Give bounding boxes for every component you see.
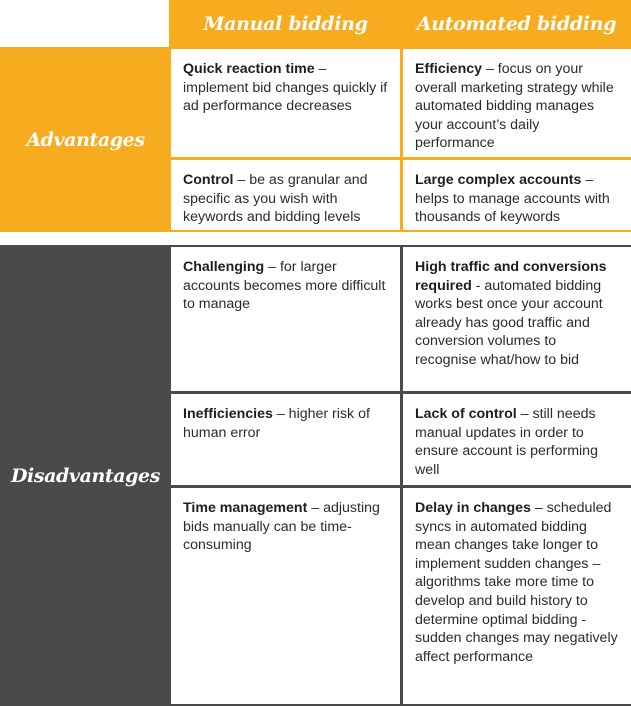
cell-high-traffic-conversions [403,247,631,391]
cell-title: Challenging [183,259,265,275]
cell-time-management [171,488,400,704]
cell-title: High traffic and conversions required [415,259,607,294]
cell-title: Lack of control [415,406,517,422]
cell-text: – scheduled syncs in automated bidding mean changes take longer to implement sudden changes – algorithms take more time to develop and build history to determine optimal bidding - sudden changes may negatively affect performance [415,500,618,665]
cell-text: – implement bid changes quickly if ad performance decreases [183,61,388,115]
disadvantages-label: Disadvantages [10,464,161,487]
cell-title: Delay in changes [415,500,531,516]
cell-title: Inefficiencies [183,406,273,422]
cell-lack-of-control [403,394,631,485]
cell-text: – for larger accounts becomes more difficult to manage [183,259,386,313]
cell-title: Efficiency [415,61,483,77]
cell-text: – higher risk of human error [183,406,370,441]
column-header-automated-bidding: Automated bidding [416,12,617,35]
cell-text: - automated bidding works best once your account already has good traffic and conversion volumes to recognise what/how to bid [415,277,603,368]
cell-control [171,160,400,230]
cell-title: Time management [183,500,308,516]
cell-delay-in-changes [403,488,631,704]
cell-title: Quick reaction time [183,61,315,77]
column-header-manual-bidding: Manual bidding [203,12,368,35]
cell-title: Large complex accounts [415,172,582,188]
row-label-advantages [0,47,171,232]
cell-quick-reaction-time [171,49,400,157]
cell-inefficiencies [171,394,400,485]
cell-text: – focus on your overall marketing strategy while automated bidding manages your account’s daily performance [415,61,614,152]
cell-title: Control [183,172,234,188]
cell-large-complex-accounts [403,160,631,230]
cell-text: – be as granular and specific as you wish with keywords and bidding levels [183,172,368,226]
advantages-label: Advantages [26,128,145,151]
cell-text: – adjusting bids manually can be time-consuming [183,500,380,554]
cell-text: – still needs manual updates in order to ensure account is performing well [415,406,598,478]
cell-efficiency [403,49,631,157]
row-label-disadvantages [0,245,171,706]
cell-text: – helps to manage accounts with thousands of keywords [415,172,610,226]
cell-challenging [171,247,400,391]
